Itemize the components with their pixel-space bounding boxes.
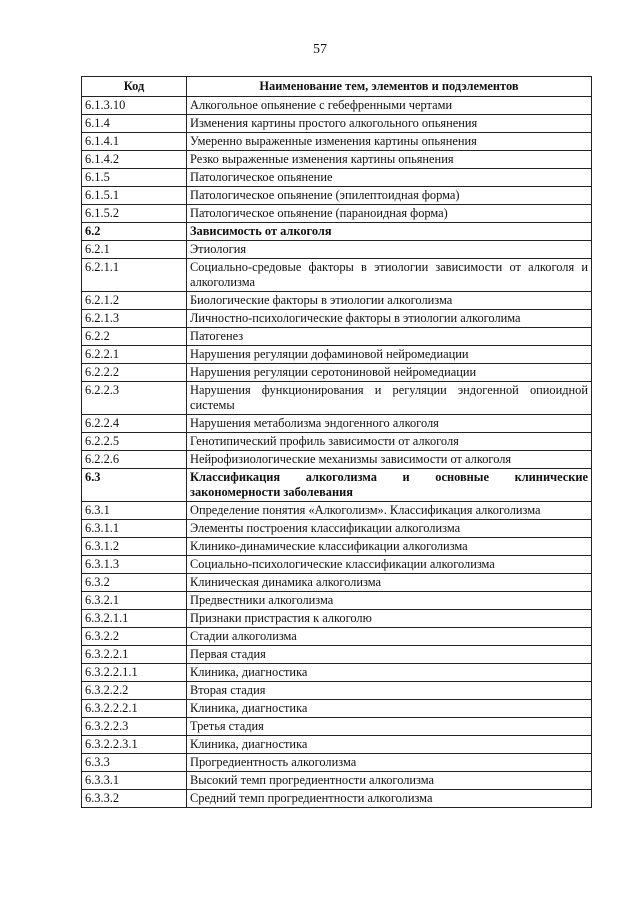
row-code: 6.3.1.3 [82, 556, 187, 574]
row-name: Нарушения функционирования и регуляции эндогенной опиоидной системы [187, 382, 592, 415]
row-name: Этиология [187, 241, 592, 259]
row-code: 6.1.4.1 [82, 133, 187, 151]
row-code: 6.3.3.2 [82, 790, 187, 808]
row-code: 6.2.1 [82, 241, 187, 259]
column-header-name: Наименование тем, элементов и подэлементов [187, 77, 592, 97]
row-name: Патогенез [187, 328, 592, 346]
row-name: Стадии алкоголизма [187, 628, 592, 646]
table-row [82, 718, 592, 736]
table-row [82, 502, 592, 520]
row-name: Определение понятия «Алкоголизм». Классификация алкоголизма [187, 502, 592, 520]
table-row [82, 664, 592, 682]
row-code: 6.3.2 [82, 574, 187, 592]
table-body [82, 97, 592, 808]
table-row [82, 520, 592, 538]
table-row [82, 151, 592, 169]
table-row [82, 592, 592, 610]
row-name: Зависимость от алкоголя [187, 223, 592, 241]
row-name: Генотипический профиль зависимости от алкоголя [187, 433, 592, 451]
row-name: Резко выраженные изменения картины опьянения [187, 151, 592, 169]
row-code: 6.2.1.2 [82, 292, 187, 310]
row-code: 6.2.2 [82, 328, 187, 346]
row-code: 6.2.2.2 [82, 364, 187, 382]
row-name: Признаки пристрастия к алкоголю [187, 610, 592, 628]
row-name: Нейрофизиологические механизмы зависимости от алкоголя [187, 451, 592, 469]
row-name: Нарушения метаболизма эндогенного алкоголя [187, 415, 592, 433]
row-name: Алкогольное опьянение с гебефренными чертами [187, 97, 592, 115]
row-code: 6.3 [82, 469, 187, 502]
table-row [82, 628, 592, 646]
row-name: Третья стадия [187, 718, 592, 736]
row-code: 6.3.2.2.1.1 [82, 664, 187, 682]
table-row [82, 574, 592, 592]
row-name: Личностно-психологические факторы в этиологии алкоголима [187, 310, 592, 328]
row-code: 6.3.1 [82, 502, 187, 520]
table-row [82, 328, 592, 346]
table-row [82, 382, 592, 415]
row-code: 6.2.2.6 [82, 451, 187, 469]
row-code: 6.3.2.2.3.1 [82, 736, 187, 754]
table-row [82, 415, 592, 433]
row-code: 6.2.2.4 [82, 415, 187, 433]
row-code: 6.1.5 [82, 169, 187, 187]
row-code: 6.2.1.3 [82, 310, 187, 328]
table-row [82, 223, 592, 241]
row-name: Высокий темп прогредиентности алкоголизма [187, 772, 592, 790]
table-row [82, 790, 592, 808]
row-code: 6.3.2.2 [82, 628, 187, 646]
column-header-code: Код [82, 77, 187, 97]
row-code: 6.1.5.2 [82, 205, 187, 223]
table-row [82, 187, 592, 205]
table-row [82, 364, 592, 382]
row-name: Патологическое опьянение [187, 169, 592, 187]
row-code: 6.3.1.2 [82, 538, 187, 556]
row-name: Изменения картины простого алкогольного опьянения [187, 115, 592, 133]
row-name: Нарушения регуляции серотониновой нейромедиации [187, 364, 592, 382]
table-row [82, 610, 592, 628]
table-row [82, 169, 592, 187]
table-row [82, 556, 592, 574]
row-code: 6.3.2.2.1 [82, 646, 187, 664]
row-name: Патологическое опьянение (эпилептоидная форма) [187, 187, 592, 205]
table-row [82, 646, 592, 664]
row-name: Патологическое опьянение (параноидная форма) [187, 205, 592, 223]
row-code: 6.1.5.1 [82, 187, 187, 205]
table-row [82, 433, 592, 451]
row-code: 6.3.1.1 [82, 520, 187, 538]
row-name: Социально-средовые факторы в этиологии зависимости от алкоголя и алкоголизма [187, 259, 592, 292]
row-code: 6.3.2.2.3 [82, 718, 187, 736]
row-code: 6.2.1.1 [82, 259, 187, 292]
row-name: Предвестники алкоголизма [187, 592, 592, 610]
row-code: 6.3.2.1.1 [82, 610, 187, 628]
table-row [82, 133, 592, 151]
row-name: Прогредиентность алкоголизма [187, 754, 592, 772]
table-header-row [82, 77, 592, 97]
row-name: Вторая стадия [187, 682, 592, 700]
row-name: Социально-психологические классификации алкоголизма [187, 556, 592, 574]
page-number: 57 [313, 42, 327, 57]
row-code: 6.3.3.1 [82, 772, 187, 790]
row-name: Нарушения регуляции дофаминовой нейромедиации [187, 346, 592, 364]
table-row [82, 346, 592, 364]
row-code: 6.3.2.2.2 [82, 682, 187, 700]
row-name: Классификация алкоголизма и основные клинические закономерности заболевания [187, 469, 592, 502]
row-code: 6.3.2.2.2.1 [82, 700, 187, 718]
row-code: 6.2.2.1 [82, 346, 187, 364]
row-name: Элементы построения классификации алкоголизма [187, 520, 592, 538]
topics-table [81, 76, 592, 808]
row-code: 6.2 [82, 223, 187, 241]
row-name: Клиника, диагностика [187, 664, 592, 682]
table-row [82, 736, 592, 754]
row-name: Клиническая динамика алкоголизма [187, 574, 592, 592]
row-name: Средний темп прогредиентности алкоголизма [187, 790, 592, 808]
row-name: Биологические факторы в этиологии алкоголизма [187, 292, 592, 310]
table-row [82, 469, 592, 502]
table-row [82, 682, 592, 700]
table-row [82, 259, 592, 292]
table-row [82, 241, 592, 259]
table-row [82, 310, 592, 328]
row-name: Клиника, диагностика [187, 736, 592, 754]
table-row [82, 205, 592, 223]
row-code: 6.3.3 [82, 754, 187, 772]
table-row [82, 115, 592, 133]
table-row [82, 754, 592, 772]
row-name: Клинико-динамические классификации алкоголизма [187, 538, 592, 556]
table-row [82, 538, 592, 556]
table-row [82, 700, 592, 718]
row-name: Умеренно выраженные изменения картины опьянения [187, 133, 592, 151]
table-row [82, 97, 592, 115]
row-code: 6.2.2.3 [82, 382, 187, 415]
row-name: Клиника, диагностика [187, 700, 592, 718]
table-row [82, 451, 592, 469]
row-code: 6.1.4.2 [82, 151, 187, 169]
row-code: 6.2.2.5 [82, 433, 187, 451]
table-row [82, 772, 592, 790]
row-code: 6.1.3.10 [82, 97, 187, 115]
table-row [82, 292, 592, 310]
row-code: 6.3.2.1 [82, 592, 187, 610]
row-code: 6.1.4 [82, 115, 187, 133]
row-name: Первая стадия [187, 646, 592, 664]
